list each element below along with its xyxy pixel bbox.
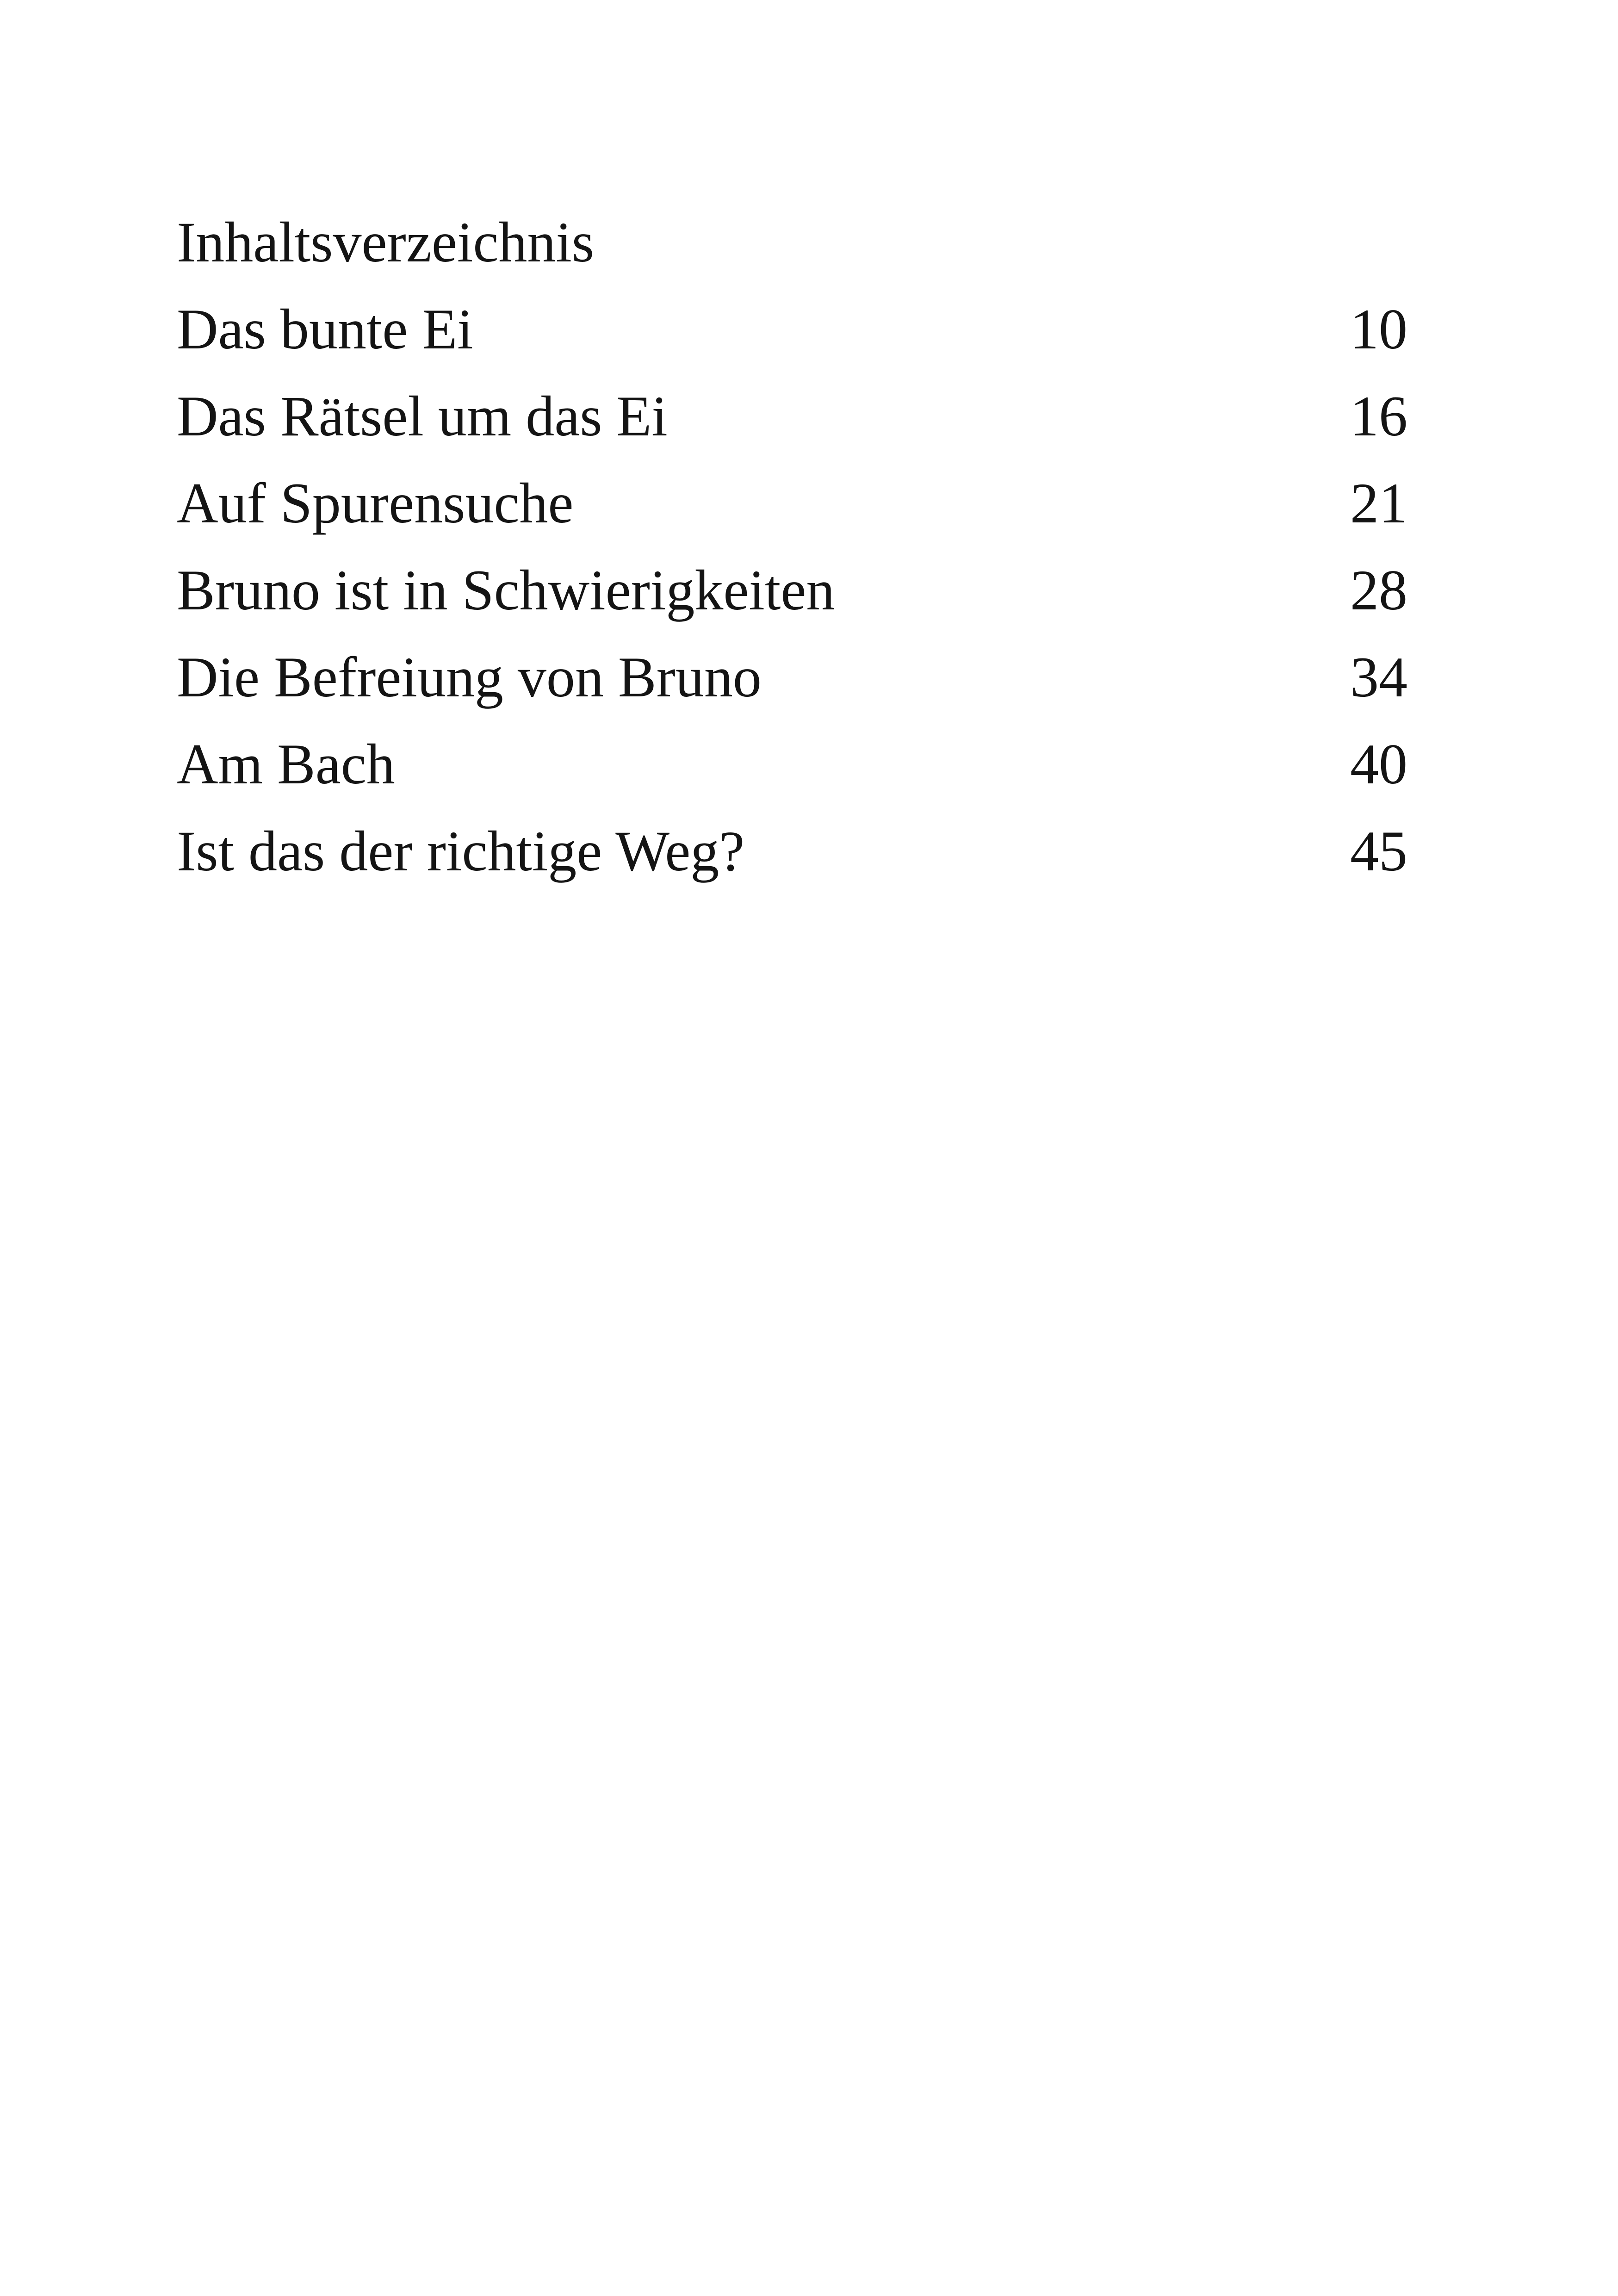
toc-entry-title: Ist das der richtige Weg? [177,819,745,883]
toc-entry [177,373,1407,460]
toc-entry-page: 40 [1350,732,1407,796]
toc-entry-title: Auf Spurensuche [177,472,574,535]
table-of-contents [177,199,1407,895]
toc-entry [177,721,1407,808]
toc-entry-page: 16 [1350,385,1407,448]
toc-entry-page: 45 [1350,819,1407,883]
toc-entry-page: 10 [1350,298,1407,361]
toc-entry-title: Das Rätsel um das Ei [177,385,668,448]
toc-entry-title: Am Bach [177,732,395,796]
toc-entry-title: Das bunte Ei [177,298,473,361]
toc-heading: Inhaltsverzeichnis [177,211,595,274]
toc-entry [177,808,1407,895]
toc-entry [177,286,1407,373]
toc-entry [177,634,1407,721]
toc-entry-title: Bruno ist in Schwierigkeiten [177,558,835,622]
toc-entry-page: 21 [1350,472,1407,535]
toc-entry-page: 34 [1350,645,1407,709]
toc-entry-title: Die Befreiung von Bruno [177,645,762,709]
toc-entry-page: 28 [1350,558,1407,622]
toc-entry [177,547,1407,634]
toc-entry [177,460,1407,547]
